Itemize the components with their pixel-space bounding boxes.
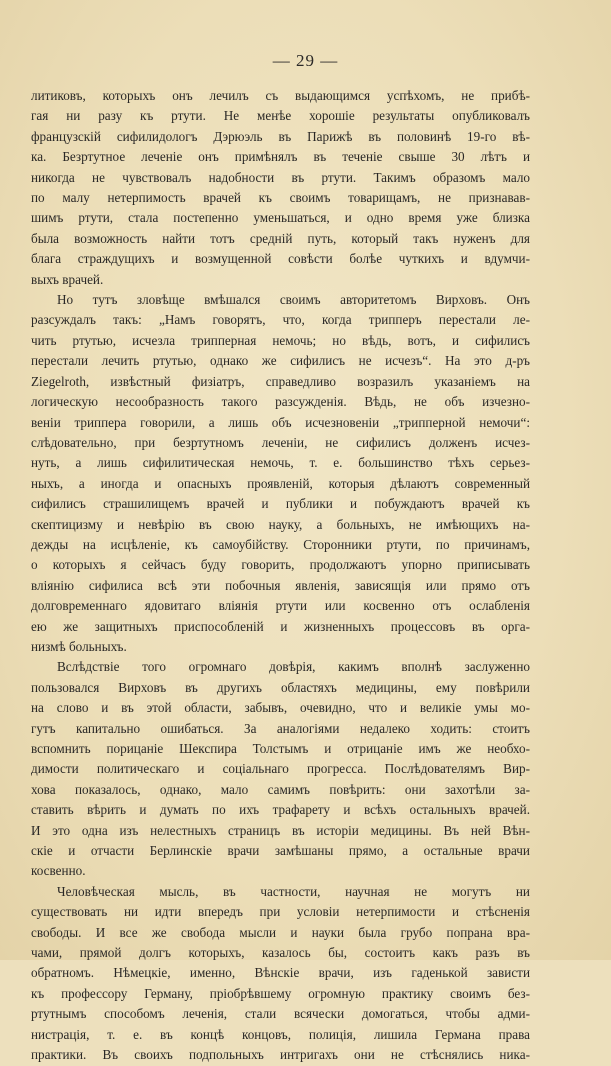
text-line: ныхъ, а иногда и опасныхъ проявленій, которыя дѣлаютъ современный: [31, 475, 530, 491]
text-line: никогда не чувствовалъ надобности въ ртути. Такимъ образомъ мало: [31, 169, 530, 185]
text-line: на слово и въ этой области, забывъ, очевидно, что и великіе умы мо-: [31, 700, 530, 716]
text-line: вліянію сифилиса всѣ эти побочныя явленія, зависящія или прямо отъ: [31, 577, 530, 593]
text-line: блага страждущихъ и возмущенной совѣсти болѣе чуткихъ и вдумчи-: [31, 251, 530, 267]
text-line: сифилисъ страшилищемъ врачей и публики и побуждаютъ врачей къ: [31, 496, 530, 512]
text-line: низмѣ больныхъ.: [31, 638, 127, 654]
text-line: Ziegelroth, извѣстный физіатръ, справедливо возразилъ указаніемъ на: [31, 373, 530, 389]
text-line: французскій сифилидологъ Дэрюэль въ Парижѣ въ половинѣ 19-го вѣ-: [31, 128, 530, 144]
text-line: веніи триппера говорили, а лишь объ исчезновеніи „трипперной немочи“:: [31, 414, 530, 430]
text-line: слѣдовательно, при безртутномъ леченіи, не сифилисъ долженъ исчез-: [31, 434, 530, 450]
text-line: логическую несообразность такого разсужденія. Вѣдь, не объ изчезно-: [31, 394, 530, 410]
text-line: по малу нетерпимость врачей къ своимъ товарищамъ, не признавав-: [31, 190, 530, 206]
text-line: Но тутъ зловѣще вмѣшался своимъ авторитетомъ Вирховъ. Онъ: [57, 292, 530, 308]
text-line: хова показалось, однако, мало самимъ повѣрить: они захотѣли за-: [31, 781, 530, 797]
text-line: долговременнаго ядовитаго вліянія ртути или косвенно отъ ослабленія: [31, 598, 530, 614]
text-line: скіе и отчасти Берлинскіе врачи замѣшаны прямо, а остальные врачи: [31, 843, 530, 859]
page-number: — 29 —: [272, 51, 339, 70]
body-text: [31, 86, 530, 1066]
text-line: ка. Безртутное леченіе онъ примѣнялъ въ теченіе свыше 30 лѣтъ и: [31, 149, 530, 165]
text-line: къ профессору Герману, пріобрѣвшему огромную практику своимъ без-: [31, 985, 530, 1001]
text-line: гая ни разу къ ртути. Не менѣе хорошіе результаты опубликовалъ: [31, 108, 530, 124]
text-line: шимъ ртути, стала постепенно уменьшаться, и одно время уже близка: [31, 210, 530, 226]
text-line: выхъ врачей.: [31, 271, 104, 287]
text-line: Вслѣдствіе того огромнаго довѣрія, какимъ вполнѣ заслуженно: [57, 659, 530, 675]
text-line: литиковъ, которыхъ онъ лечилъ съ выдающимся успѣхомъ, не прибѣ-: [31, 88, 530, 103]
text-line: скептицизму и невѣрію въ свою науку, а больныхъ, не имѣющихъ на-: [31, 516, 530, 532]
text-line: вспомнить порицаніе Шекспира Толстымъ и отрицаніе имъ же необхо-: [31, 741, 530, 756]
text-line: обратномъ. Нѣмецкіе, именно, Вѣнскіе врачи, изъ гаденькой зависти: [31, 965, 530, 981]
text-line: Человѣческая мысль, въ частности, научная не могутъ ни: [57, 883, 530, 899]
text-line: чами, прямой долгъ которыхъ, казалось бы, состоитъ какъ разъ въ: [31, 945, 530, 961]
text-line: разсуждалъ такъ: „Намъ говорятъ, что, когда трипперъ перестали ле-: [31, 312, 530, 328]
text-line: ею же защитныхъ приспособленій и жизненныхъ процессовъ въ орга-: [31, 618, 530, 634]
text-line: И это одна изъ нелестныхъ страницъ въ исторіи медицины. Въ ней Вѣн-: [31, 822, 530, 838]
text-line: о которыхъ я сейчасъ буду говорить, продолжаютъ упорно приписывать: [31, 557, 530, 573]
text-line: гутъ капитально ошибаться. За аналогіями недалеко ходить: стоитъ: [31, 720, 530, 736]
text-line: свободы. И все же свобода мысли и науки была грубо попрана вра-: [31, 924, 530, 940]
text-line: была возможность найти тотъ средній путь, который такъ нуженъ для: [31, 230, 530, 246]
text-line: косвенно.: [31, 863, 86, 879]
text-line: нуть, а лишь сифилитическая немочь, т. е. большинство тѣхъ серьез-: [31, 455, 530, 471]
text-line: существовать ни идти впередъ при условіи нетерпимости и стѣсненія: [31, 904, 530, 920]
text-line: ставить вѣрить и думать по ихъ трафарету и всѣхъ остальныхъ врачей.: [31, 802, 530, 818]
text-line: нистрація, т. е. въ концѣ концовъ, полиція, лишила Германа права: [31, 1026, 530, 1042]
text-line: чить ртутью, исчезла трипперная немочь; но вѣдь, вотъ, и сифилисъ: [31, 332, 530, 348]
text-line: пользовался Вирховъ въ другихъ областяхъ медицины, ему повѣрили: [31, 679, 530, 695]
text-line: перестали лечить ртутью, однако же сифилисъ не исчезъ“. На это д-ръ: [31, 353, 530, 369]
text-line: дежды на исцѣленіе, къ самоубійству. Сторонники ртути, по причинамъ,: [31, 536, 530, 552]
text-line: практики. Въ своихъ подпольныхъ интригахъ они не стѣснялись ника-: [31, 1047, 530, 1063]
text-line: ртутнымъ способомъ леченія, стали всячески домогаться, чтобы адми-: [31, 1006, 530, 1022]
text-line: димости политическаго и соціальнаго прогресса. Послѣдователямъ Вир-: [31, 761, 530, 777]
